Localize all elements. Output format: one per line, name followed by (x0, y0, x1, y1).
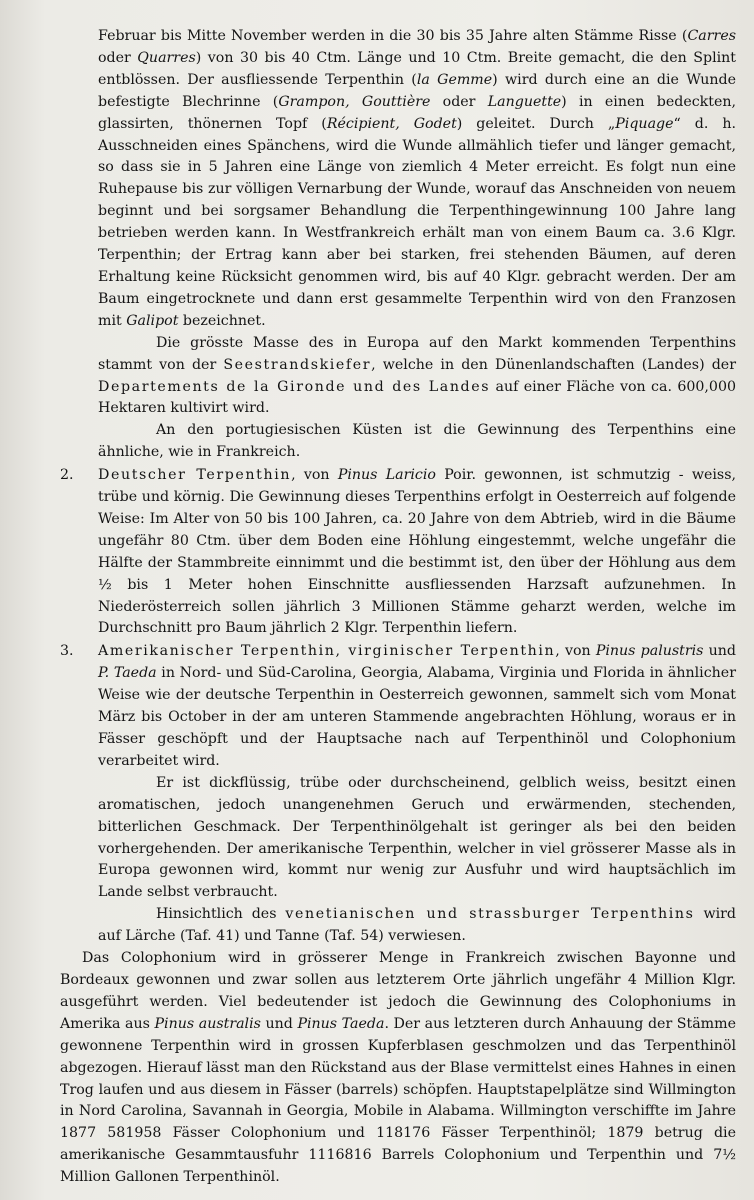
text-run: Das Colophonium wird in grösserer Menge in Frankreich zwischen Bayonne und Bordeaux gewonnen und zwar sollen aus letzterem Orte jährlich ungefähr 4 Million Klgr. ausgeführt werden. Viel bedeutender ist jedoch die Gewinnung des Colophoniums in Amerika aus (60, 950, 736, 1032)
italic-term: Quarres (137, 49, 196, 66)
paragraph-seestrandskiefer (60, 333, 736, 421)
text-run: “ d. h. Ausschneiden eines Spänchens, wird die Wunde allmählich tiefer und länger gemacht, so dass sie in 5 Jahren eine Länge von ziemlich 4 Meter erreicht. Es folgt nun eine Ruhepause bis zur völligen Vernarbung der Wunde, worauf das Anschneiden von neuem beginnt und bei sorgsamer Behandlung die Terpenthingewinnung 100 Jahre lang betrieben werden kann. In Westfrankreich erhält man von einem Baum ca. 3.6 Klgr. Terpenthin; der Ertrag kann aber bei starken, frei stehenden Bäumen, auf deren Erhaltung keine Rücksicht genommen wird, bis auf 40 Klgr. gebracht werden. Der am Baum eingetrocknete und dann erst gesammelte Terpenthin wird von den Franzosen mit (98, 115, 736, 329)
italic-term: Pinus Taeda (297, 1015, 385, 1032)
paragraph-portugal: An den portugiesischen Küsten ist die Gewinnung des Terpenthins eine ähnliche, wie in Frankreich. (98, 422, 736, 461)
text-run: Hinsichtlich des (156, 906, 286, 923)
text-run: in Nord- und Süd-Carolina, Georgia, Alabama, Virginia und Florida in ähnlicher Weise wie der deutsche Terpenthin in Oesterreich gewonnen, sammelt sich vom Monat März bis October in der am unteren Stammende angebrachten Höhlung, woraus er in Fässer geschöpft und der Hauptsache nach auf Terpenthinöl und Colophonium verarbeitet wird. (98, 665, 736, 769)
text-run: ) wird durch eine an die Wunde befestigte Blechrinne ( (98, 71, 736, 110)
spaced-term: Seestrandskiefer (223, 356, 372, 373)
text-run: , welche in den Dünenlandschaften (Landes) der (371, 356, 736, 373)
italic-term: Pinus australis (154, 1015, 261, 1032)
italic-term: Galipot (126, 312, 179, 329)
spaced-term: Departements de la Gironde und des Landes (98, 378, 491, 395)
italic-term: la Gemme (416, 71, 493, 88)
italic-term: Piquage (615, 115, 674, 132)
italic-term: Grampon, Gouttière (278, 93, 431, 110)
italic-term: P. Taeda (98, 665, 157, 682)
italic-term: Languette (487, 93, 562, 110)
paragraph-french-method (60, 26, 736, 333)
text-run: und (260, 1015, 298, 1032)
text-run: ) von 30 bis 40 Ctm. Länge und 10 Ctm. Breite gemacht, die den Splint entblössen. Der ausfliessende Terpenthin ( (98, 49, 737, 88)
spaced-term: venetianischen und strassburger Terpenthins (285, 906, 695, 923)
item-number: 2. (60, 467, 74, 484)
text-run: , von (555, 643, 596, 660)
text-run: auf einer Fläche von ca. 600,000 Hektaren kultivirt wird. (98, 378, 736, 417)
text-run: oder (430, 93, 488, 110)
item-body (98, 641, 736, 772)
list-item-2 (60, 465, 736, 640)
italic-term: Récipient, Godet (326, 115, 457, 132)
text-run: oder (98, 49, 138, 66)
paragraph-reference (60, 904, 736, 948)
text-run: ) in einen bedeckten, glassirten, thönernen Topf ( (98, 93, 737, 132)
text-run: Februar bis Mitte November werden in die 30 bis 35 Jahre alten Stämme Risse ( (98, 28, 688, 44)
item-number: 3. (60, 643, 74, 660)
italic-term: Pinus Laricio (337, 467, 436, 484)
text-run: Poir. gewonnen, ist schmutzig - weiss, trübe und körnig. Die Gewinnung dieses Terpenthins erfolgt in Oesterreich auf folgende Weise: Im Alter von 50 bis 100 Jahren, ca. 20 Jahre von dem Abtrieb, wird in die Bäume ungefähr 80 Ctm. über dem Boden eine Höhlung eingestemmt, welche ungefähr die Hälfte der Stammbreite einnimmt und die bestimmt ist, den über der Höhlung aus dem ½ bis 1 Meter hohen Einschnitte ausfliessenden Harzsaft aufzunehmen. In Niederösterreich sollen jährlich 3 Millionen Stämme geharzt werden, welche im Durchschnitt pro Baum jährlich 2 Klgr. Terpenthin liefern. (98, 467, 736, 637)
item-body (98, 465, 736, 640)
text-run: ) geleitet. Durch „ (456, 115, 616, 132)
list-item-3 (60, 641, 736, 772)
spaced-term: Amerikanischer Terpenthin, virginischer Terpenthin (98, 643, 556, 660)
italic-term: Carres (687, 28, 736, 44)
text-run: Die grösste Masse des in Europa auf den Markt kommenden Terpenthins stammt von der (98, 334, 736, 373)
text-run: , von (291, 467, 338, 484)
text-run: bezeichnet. (178, 312, 266, 329)
page-text-body (60, 26, 736, 1189)
text-run: . Der aus letzteren durch Anhauung der Stämme gewonnene Terpenthin wird in grossen Kupferblasen geschmolzen und das Terpenthinöl abgezogen. Hierauf lässt man den Rückstand aus der Blase vermittelst eines Hahnes in einen Trog laufen und aus diesem in Fässer (barrels) schöpfen. Hauptstapelplätze sind Willmington in Nord Carolina, Savannah in Georgia, Mobile in Alabama. Willmington verschiffte im Jahre 1877 581958 Fässer Colophonium und 118176 Fässer Terpenthinöl; 1879 betrug die amerikanische Gesammtausfuhr 1116816 Barrels Colophonium und Terpenthin und 7½ Million Gallonen Terpenthinöl. (60, 1015, 736, 1186)
spaced-term: Deutscher Terpenthin (98, 467, 292, 484)
paragraph-properties: Er ist dickflüssig, trübe oder durchscheinend, gelblich weiss, besitzt einen aromatischen, jedoch unangenehmen Geruch und erwärmenden, stechenden, bitterlichen Geschmack. Der Terpenthinölgehalt ist geringer als bei den beiden vorhergehenden. Der amerikanische Terpenthin, welcher in viel grösserer Masse als in Europa gewonnen wird, kommt nur wenig zur Ausfuhr und wird hauptsächlich im Lande selbst verbraucht. (98, 774, 736, 901)
italic-term: Pinus palustris (595, 643, 704, 660)
text-run: und (703, 643, 736, 660)
text-run: wird auf Lärche (Taf. 41) und Tanne (Taf. 54) verwiesen. (98, 906, 736, 945)
paragraph-colophonium (60, 948, 736, 1189)
